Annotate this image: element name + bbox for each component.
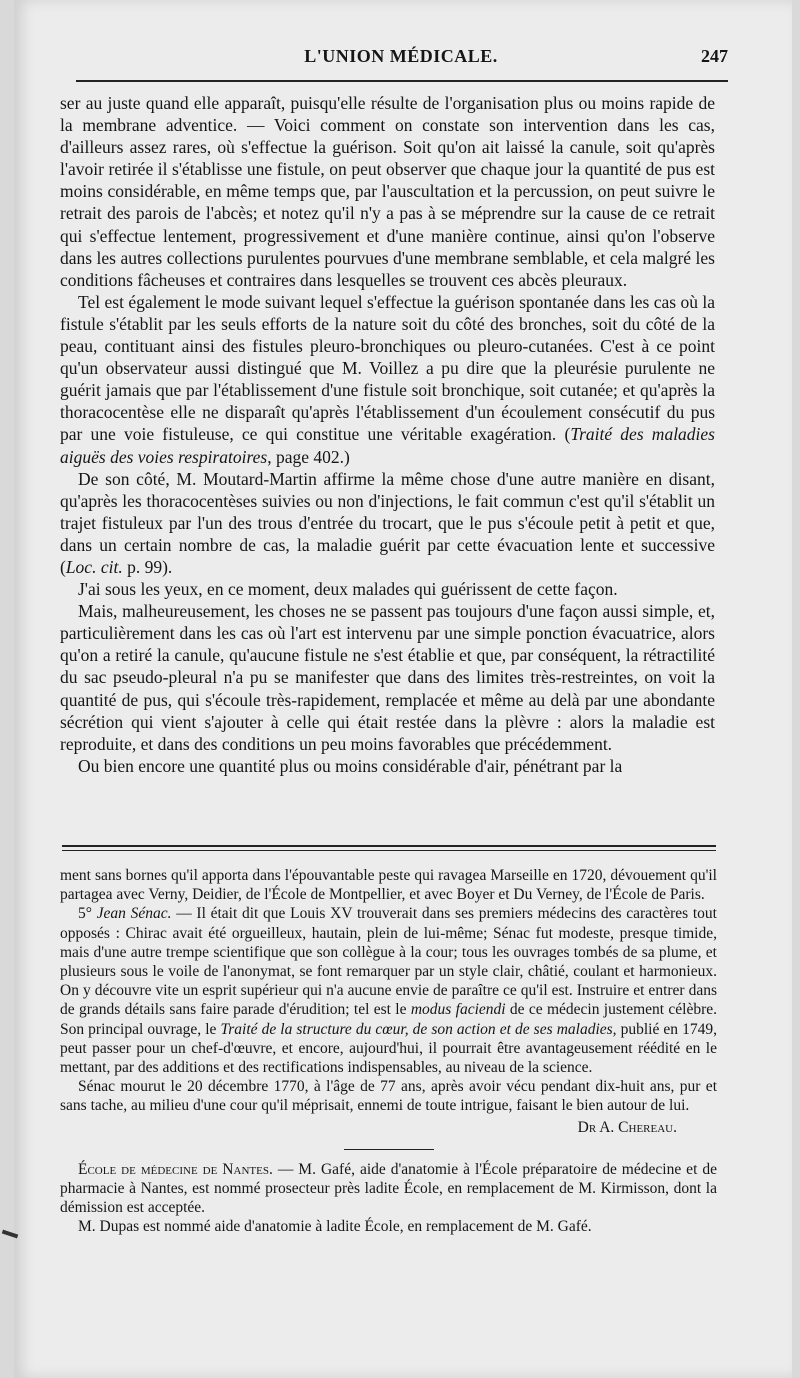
modus-faciendi: modus faciendi [410, 1001, 506, 1019]
header-rule [76, 80, 728, 82]
news-dupas: M. Dupas est nommé aide d'anatomie à ladite École, en remplacement de M. Gafé. [78, 1218, 592, 1236]
paragraph-6: Ou bien encore une quantité plus ou moins considérable d'air, pénétrant par la [78, 755, 623, 776]
paragraph-1: ser au juste quand elle apparaît, puisqu'elle résulte de l'organisation plus ou moins rapide de la membrane adventice. — Voici comment on constate son intervention dans les cas, d'ailleurs assez rares, où s'effectue la guérison. Soit qu'on ait laissé la canule, soit qu'après l'avoir retirée il s'établisse une fistule, on peut observer que chaque jour la quantité de pus est moins considérable, en même temps que, par l'auscultation et la percussion, on peut suivre le retrait des parois de l'abcès; et notez qu'il n'y a pas à se méprendre sur la cause de ce retrait qui s'effectue lentement, progressivement et d'une manière continue, ainsi qu'on l'observe dans les autres collections purulentes pourvues d'une membrane semblable, et cela malgré les conditions fâcheuses et contraires dans lesquelles se trouvent ces abcès pleuraux. [60, 93, 715, 290]
traite-title: Traité de la structure du cœur, de son action et de ses maladies, [220, 1020, 617, 1038]
news-label: École de médecine de Nantes. [78, 1160, 273, 1178]
citation-traite: Traité des maladies aiguës des voies respiratoires [60, 424, 715, 467]
page-number: 247 [701, 46, 728, 66]
paragraph-3: De son côté, M. Moutard-Martin affirme la même chose d'une autre manière en disant, qu'après les thoracocentèses suivies ou non d'injections, le fait commun c'est qu'il s'établit un trajet fistuleux par l'un des trous d'entrée du trocart, que le pus s'écoule petit à petit et que, dans un certain nombre de cas, la maladie guérit par cette évacuation lente et successive (Loc. cit. p. 99). [60, 468, 715, 577]
footnote-rule [62, 845, 716, 851]
page-header [74, 46, 728, 76]
citation-loc-cit: Loc. cit. [65, 556, 123, 577]
footnote-continuation: ment sans bornes qu'il apporta dans l'épouvantable peste qui ravagea Marseille en 1720, dévouement qu'il partagea avec Verny, Deidier, de l'École de Montpellier, et avec Boyer et Du Verney, de l'École de Paris. [60, 867, 717, 904]
footnotes [60, 866, 717, 1237]
paragraph-4: J'ai sous les yeux, en ce moment, deux malades qui guérissent de cette façon. [78, 579, 618, 600]
section-divider [344, 1149, 434, 1150]
paragraph-5: Mais, malheureusement, les choses ne se passent pas toujours d'une façon aussi simple, et, particulièrement dans les cas où l'art est intervenu par une simple ponction évacuatrice, alors qu'on a retiré la canule, qu'aucune fistule ne s'est établie et que, par conséquent, la rétractilité du sac pseudo-pleural n'a pu se manifester que dans des limites très-restreintes, on voit la quantité de pus, qui s'écoule très-rapidement, remplacée et même au delà par une abondante sécrétion qui vient s'ajouter à celle qui était restée dans la plèvre : alors la maladie est reproduite, et dans des conditions un peu moins favorables que précédemment. [60, 601, 715, 754]
main-text [60, 92, 715, 777]
running-title: L'UNION MÉDICALE. [304, 46, 498, 66]
signature: Dr A. Chereau. [577, 1118, 677, 1136]
paragraph-2: Tel est également le mode suivant lequel s'effectue la guérison spontanée dans les cas où la fistule s'établit par les seuls efforts de la nature soit du côté des bronches, soit du côté de la peau, contituant ainsi des fistules pleuro-bronchiques ou pleuro-cutanées. C'est à ce point qu'un observateur aussi distingué que M. Voillez a pu dire que la pleurésie purulente ne guérit jamais que par l'établissement d'une fistule soit bronchique, soit cutanée; et qu'après la thoracocentèse elle ne disparaît qu'après l'établissement d'un écoulement consécutif du pus par une voie fistuleuse, ce qui constitue une véritable exagération. (Traité des maladies aiguës des voies respiratoires, page 402.) [60, 291, 715, 467]
footnote-senac-death: Sénac mourut le 20 décembre 1770, à l'âge de 77 ans, après avoir vécu pendant dix-huit ans, pur et sans tache, au milieu d'une cour qu'il méprisait, ennemi de toute intrigue, faisant le bien autour de lui. [60, 1078, 717, 1115]
footnote-senac: 5° Jean Sénac. — Il était dit que Louis XV trouverait dans ses premiers médecins des caractères tout opposés : Chirac avait été orgueilleux, hautain, plein de lui-même; Sénac fut modeste, presque timide, mais d'une autre trempe scientifique que son collègue à la cour; tous les ouvrages tombés de sa plume, et plusieurs sous le voile de l'anonymat, se font remarquer par un style clair, châtié, coulant et harmonieux. On y découvre vite un esprit supérieur qui n'a aucune envie de paraître ce qu'il est. Instruire et entrer dans de grands détails sans faire parade d'érudition; tel est le modus faciendi de ce médecin justement célèbre. Son principal ouvrage, le Traité de la structure du cœur, de son action et de ses maladies, publié en 1749, peut passer pour un chef-d'œuvre, et encore, aujourd'hui, il pourrait être avantageusement réédité en le mettant, par des additions et des rectifications indispensables, au niveau de la science. [60, 905, 718, 1077]
news-nantes: École de médecine de Nantes. — M. Gafé, aide d'anatomie à l'École préparatoire de médecine et de pharmacie à Nantes, est nommé prosecteur près ladite École, en remplacement de M. Kirmisson, dont la démission est acceptée. [60, 1160, 717, 1217]
name-jean-senac: Jean Sénac. [96, 905, 172, 923]
